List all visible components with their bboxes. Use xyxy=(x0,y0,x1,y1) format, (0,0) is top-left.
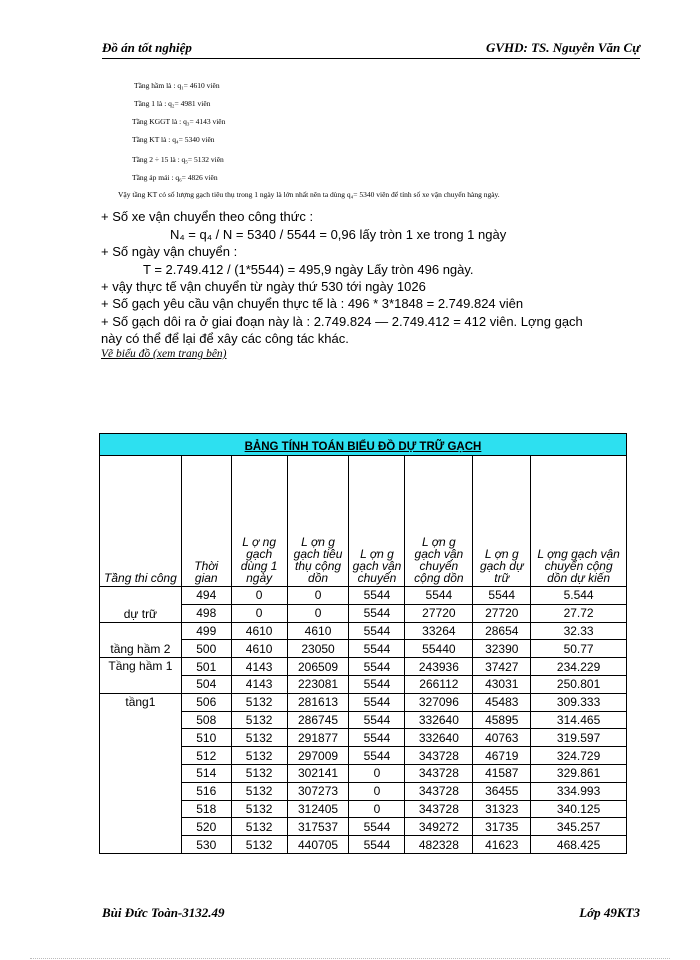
table-cell: 327096 xyxy=(405,693,473,711)
small-line: Tầng 1 là : q₂= 4981 viên xyxy=(134,99,211,108)
table-cell: 4143 xyxy=(231,675,287,693)
table-cell: 223081 xyxy=(287,675,349,693)
table-cell: 4143 xyxy=(231,658,287,676)
table-cell: 4610 xyxy=(231,622,287,640)
column-header: L ợn g gạch vận chuyển cộng dồn xyxy=(405,456,473,587)
table-cell: 46719 xyxy=(473,747,531,765)
table-cell: 5544 xyxy=(349,658,405,676)
table-cell: 499 xyxy=(181,622,231,640)
small-line: Tầng áp mái : q₆= 4826 viên xyxy=(132,173,218,182)
table-cell: 332640 xyxy=(405,729,473,747)
table-cell: 31323 xyxy=(473,800,531,818)
table-cell: 530 xyxy=(181,836,231,854)
table-cell: 43031 xyxy=(473,675,531,693)
table-cell: 319.597 xyxy=(531,729,627,747)
chart-reference-link[interactable]: Vẽ biểu đồ (xem trang bên) xyxy=(101,348,227,360)
body-line: N₄ = q₄ / N = 5340 / 5544 = 0,96 lấy tròn 1 xe trong 1 ngày xyxy=(170,227,507,242)
table-cell: 504 xyxy=(181,675,231,693)
small-line: Tầng hầm là : q₁= 4610 viên xyxy=(134,81,220,90)
small-line: Tầng KT là : q₄= 5340 viên xyxy=(132,135,215,144)
body-line: + Số gạch dôi ra ở giai đoạn này là : 2.749.824 — 2.749.412 = 412 viên. Lợng gạch xyxy=(101,314,583,329)
table-cell: 302141 xyxy=(287,764,349,782)
table-cell: 5544 xyxy=(349,587,405,605)
table-header-row xyxy=(100,456,627,587)
table-cell: 0 xyxy=(349,782,405,800)
body-line: T = 2.749.412 / (1*5544) = 495,9 ngày Lấy tròn 496 ngày. xyxy=(143,262,474,277)
table-cell: 482328 xyxy=(405,836,473,854)
body-line: + Số xe vận chuyển theo công thức : xyxy=(101,209,314,224)
table-cell: 329.861 xyxy=(531,764,627,782)
table-cell: 5132 xyxy=(231,693,287,711)
footer-left: Bùi Đức Toàn-3132.49 xyxy=(102,905,225,920)
column-header: L ợn g gạch dự trữ xyxy=(473,456,531,587)
table-cell: 518 xyxy=(181,800,231,818)
table-cell: 5544 xyxy=(349,818,405,836)
table-cell: 440705 xyxy=(287,836,349,854)
table-cell: 32390 xyxy=(473,640,531,658)
table-cell: 33264 xyxy=(405,622,473,640)
table-cell: 206509 xyxy=(287,658,349,676)
table-cell: 45895 xyxy=(473,711,531,729)
table-cell: 5544 xyxy=(349,622,405,640)
table-cell: 508 xyxy=(181,711,231,729)
table-cell: 324.729 xyxy=(531,747,627,765)
table-title: BẢNG TÍNH TOÁN BIỂU ĐỒ DỰ TRỮ GẠCH xyxy=(100,434,627,456)
table-cell: 516 xyxy=(181,782,231,800)
column-header: L ợn g gạch tiêu thụ cộng dồn xyxy=(287,456,349,587)
column-header: L ợng gạch vận chuyển cộng dồn dự kiến xyxy=(531,456,627,587)
table-cell: 334.993 xyxy=(531,782,627,800)
table-cell: 41623 xyxy=(473,836,531,854)
table-cell: 307273 xyxy=(287,782,349,800)
table-cell: 5544 xyxy=(473,587,531,605)
table-cell: 0 xyxy=(287,604,349,622)
header-right: GVHD: TS. Nguyễn Văn Cự xyxy=(485,40,640,55)
table-cell: 340.125 xyxy=(531,800,627,818)
table-cell: 0 xyxy=(287,587,349,605)
table-row xyxy=(100,587,627,605)
small-line: Vậy tầng KT có số lượng gạch tiêu thụ trong 1 ngày là lớn nhất nên ta dùng q₄= 5340 viên để tính số xe vận chuyển hàng ngày. xyxy=(118,190,500,199)
table-cell: 468.425 xyxy=(531,836,627,854)
floor-group-cell: dự trữ xyxy=(100,587,182,623)
column-header: L ợn g gạch vận chuyển xyxy=(349,456,405,587)
table-cell: 5544 xyxy=(349,729,405,747)
body-line: này có thể để lại để xây các công tác khác. xyxy=(101,331,349,346)
table-cell: 520 xyxy=(181,818,231,836)
floor-group-cell: Tầng hầm 1 xyxy=(100,658,182,694)
floor-group-cell: tầng hầm 2 xyxy=(100,622,182,658)
table-cell: 41587 xyxy=(473,764,531,782)
table-cell: 5544 xyxy=(349,604,405,622)
small-line: Tầng KGGT là : q₃= 4143 viên xyxy=(132,117,226,126)
table-cell: 281613 xyxy=(287,693,349,711)
body-line: + Số gạch yêu cầu vận chuyển thực tế là : 496 * 3*1848 = 2.749.824 viên xyxy=(101,296,524,311)
table-cell: 343728 xyxy=(405,782,473,800)
table-cell: 309.333 xyxy=(531,693,627,711)
table-cell: 314.465 xyxy=(531,711,627,729)
table-cell: 317537 xyxy=(287,818,349,836)
table-cell: 31735 xyxy=(473,818,531,836)
table-cell: 514 xyxy=(181,764,231,782)
page-footer xyxy=(102,905,640,921)
table-cell: 45483 xyxy=(473,693,531,711)
page-bottom-divider xyxy=(30,958,670,959)
table-cell: 40763 xyxy=(473,729,531,747)
table-cell: 494 xyxy=(181,587,231,605)
table-cell: 32.33 xyxy=(531,622,627,640)
table-cell: 50.77 xyxy=(531,640,627,658)
table-cell: 55440 xyxy=(405,640,473,658)
table-cell: 5132 xyxy=(231,711,287,729)
table-cell: 5544 xyxy=(349,640,405,658)
table-cell: 343728 xyxy=(405,764,473,782)
table-cell: 5544 xyxy=(349,836,405,854)
table-cell: 5544 xyxy=(349,675,405,693)
table-cell: 5132 xyxy=(231,800,287,818)
table-cell: 5132 xyxy=(231,747,287,765)
table-cell: 250.801 xyxy=(531,675,627,693)
table-cell: 234.229 xyxy=(531,658,627,676)
body-line: + vậy thực tế vận chuyển từ ngày thứ 530 tới ngày 1026 xyxy=(101,279,426,294)
table-cell: 23050 xyxy=(287,640,349,658)
table-cell: 5132 xyxy=(231,782,287,800)
footer-right: Lớp 49KT3 xyxy=(579,905,640,920)
table-cell: 266112 xyxy=(405,675,473,693)
table-cell: 5132 xyxy=(231,836,287,854)
table-cell: 4610 xyxy=(231,640,287,658)
table-cell: 286745 xyxy=(287,711,349,729)
table-cell: 0 xyxy=(231,587,287,605)
floor-group-cell: tầng1 xyxy=(100,693,182,853)
table-cell: 343728 xyxy=(405,747,473,765)
table-cell: 243936 xyxy=(405,658,473,676)
table-cell: 498 xyxy=(181,604,231,622)
table-cell: 4610 xyxy=(287,622,349,640)
table-row xyxy=(100,693,627,711)
table-cell: 37427 xyxy=(473,658,531,676)
table-cell: 332640 xyxy=(405,711,473,729)
header-left: Đồ án tốt nghiệp xyxy=(102,40,192,55)
table-cell: 5132 xyxy=(231,764,287,782)
table-cell: 297009 xyxy=(287,747,349,765)
table-cell: 0 xyxy=(231,604,287,622)
table-cell: 36455 xyxy=(473,782,531,800)
table-cell: 28654 xyxy=(473,622,531,640)
table-cell: 0 xyxy=(349,764,405,782)
table-cell: 5544 xyxy=(405,587,473,605)
table-cell: 312405 xyxy=(287,800,349,818)
body-line: + Số ngày vận chuyển : xyxy=(101,244,238,259)
table-row xyxy=(100,622,627,640)
column-header: Thời gian xyxy=(181,456,231,587)
table-cell: 5132 xyxy=(231,818,287,836)
table-cell: 5544 xyxy=(349,693,405,711)
table-cell: 5544 xyxy=(349,711,405,729)
table-cell: 501 xyxy=(181,658,231,676)
table-cell: 0 xyxy=(349,800,405,818)
column-header: Tầng thi công xyxy=(100,456,182,587)
brick-reserve-table xyxy=(99,433,627,854)
column-header: L ợ ng gạch dùng 1 ngày xyxy=(231,456,287,587)
table-cell: 291877 xyxy=(287,729,349,747)
table-cell: 500 xyxy=(181,640,231,658)
table-cell: 506 xyxy=(181,693,231,711)
table-cell: 27.72 xyxy=(531,604,627,622)
table-cell: 5.544 xyxy=(531,587,627,605)
table-cell: 27720 xyxy=(473,604,531,622)
table-cell: 510 xyxy=(181,729,231,747)
small-line: Tầng 2 ÷ 15 là : q₅= 5132 viên xyxy=(132,155,224,164)
table-cell: 349272 xyxy=(405,818,473,836)
table-cell: 5544 xyxy=(349,747,405,765)
table-cell: 5132 xyxy=(231,729,287,747)
table-cell: 27720 xyxy=(405,604,473,622)
page-header xyxy=(102,40,640,59)
table-cell: 345.257 xyxy=(531,818,627,836)
table-cell: 512 xyxy=(181,747,231,765)
table-cell: 343728 xyxy=(405,800,473,818)
table-row xyxy=(100,658,627,676)
